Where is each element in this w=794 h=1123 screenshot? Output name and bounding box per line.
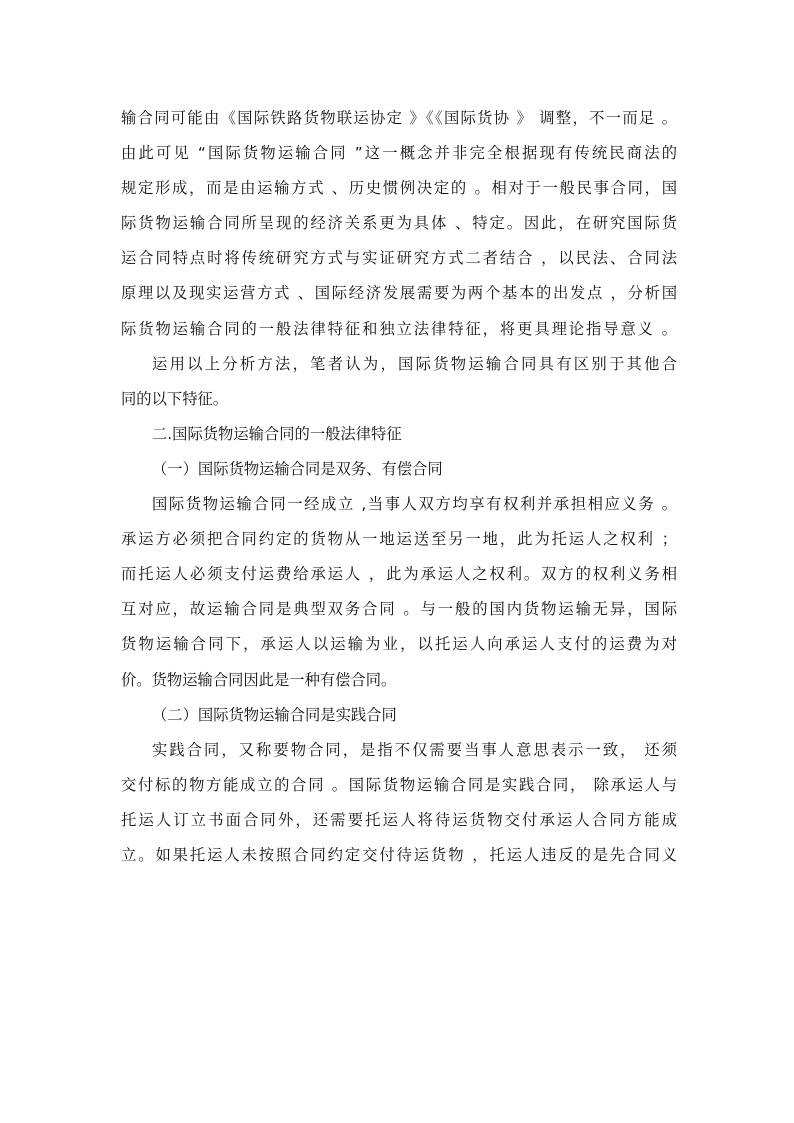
text-line: 规定形成，而是由运输方式 、历史惯例决定的 。相对于一般民事合同，国 [121, 179, 677, 198]
text-line: 托运人订立书面合同外，还需要托运人将待运货物交付承运人合同方能成 [121, 810, 677, 829]
paragraph-real-contract [121, 733, 677, 873]
paragraph-analysis-method [121, 347, 677, 417]
text-line: 运合同特点时将传统研究方式与实证研究方式二者结合 ，以民法、合同法 [121, 249, 677, 268]
text-line: 价。货物运输合同因此是一种有偿合同。 [121, 670, 397, 689]
text-line: 际货物运输合同的一般法律特征和独立法律特征，将更具理论指导意义 。 [121, 319, 677, 338]
text-line: 原理以及现实运营方式 、国际经济发展需要为两个基本的出发点 ，分析国 [121, 284, 677, 303]
text-line: 国际货物运输合同一经成立 ,当事人双方均享有权利并承担相应义务 。 [152, 495, 677, 514]
document-body [121, 101, 677, 873]
text-line: 运用以上分析方法，笔者认为，国际货物运输合同具有区别于其他合 [152, 354, 677, 373]
text-line: 由此可见 “国际货物运输合同 ”这一概念并非完全根据现有传统民商法的 [121, 144, 677, 163]
paragraph-bilateral-contract [121, 487, 677, 698]
subsection-heading: （二）国际货物运输合同是实践合同 [152, 705, 397, 724]
section-heading: 二.国际货物运输合同的一般法律特征 [152, 424, 402, 443]
text-line: 交付标的物方能成立的合同 。国际货物运输合同是实践合同， 除承运人与 [121, 775, 677, 794]
text-line: 立。如果托运人未按照合同约定交付待运货物 ，托运人违反的是先合同义 [121, 845, 677, 864]
text-line: 同的以下特征。 [121, 389, 229, 408]
paragraph-governing-rules [121, 101, 677, 347]
text-line: 货物运输合同下，承运人以运输为业，以托运人向承运人支付的运费为对 [121, 635, 677, 654]
text-line: 互对应，故运输合同是典型双务合同 。与一般的国内货物运输无异，国际 [121, 600, 677, 619]
text-line: 承运方必须把合同约定的货物从一地运送至另一地，此为托运人之权利 ； [121, 530, 677, 549]
text-line: 输合同可能由《国际铁路货物联运协定 》《《国际货协 》 调整，不一而足 。 [121, 109, 677, 127]
text-line: 际货物运输合同所呈现的经济关系更为具体 、特定。因此，在研究国际货 [121, 214, 677, 233]
text-line: 而托运人必须支付运费给承运人 ，此为承运人之权利。双方的权利义务相 [121, 565, 677, 584]
text-line: 实践合同，又称要物合同，是指不仅需要当事人意思表示一致， 还须 [152, 740, 677, 759]
subsection-heading: （一）国际货物运输合同是双务、有偿合同 [152, 459, 443, 478]
